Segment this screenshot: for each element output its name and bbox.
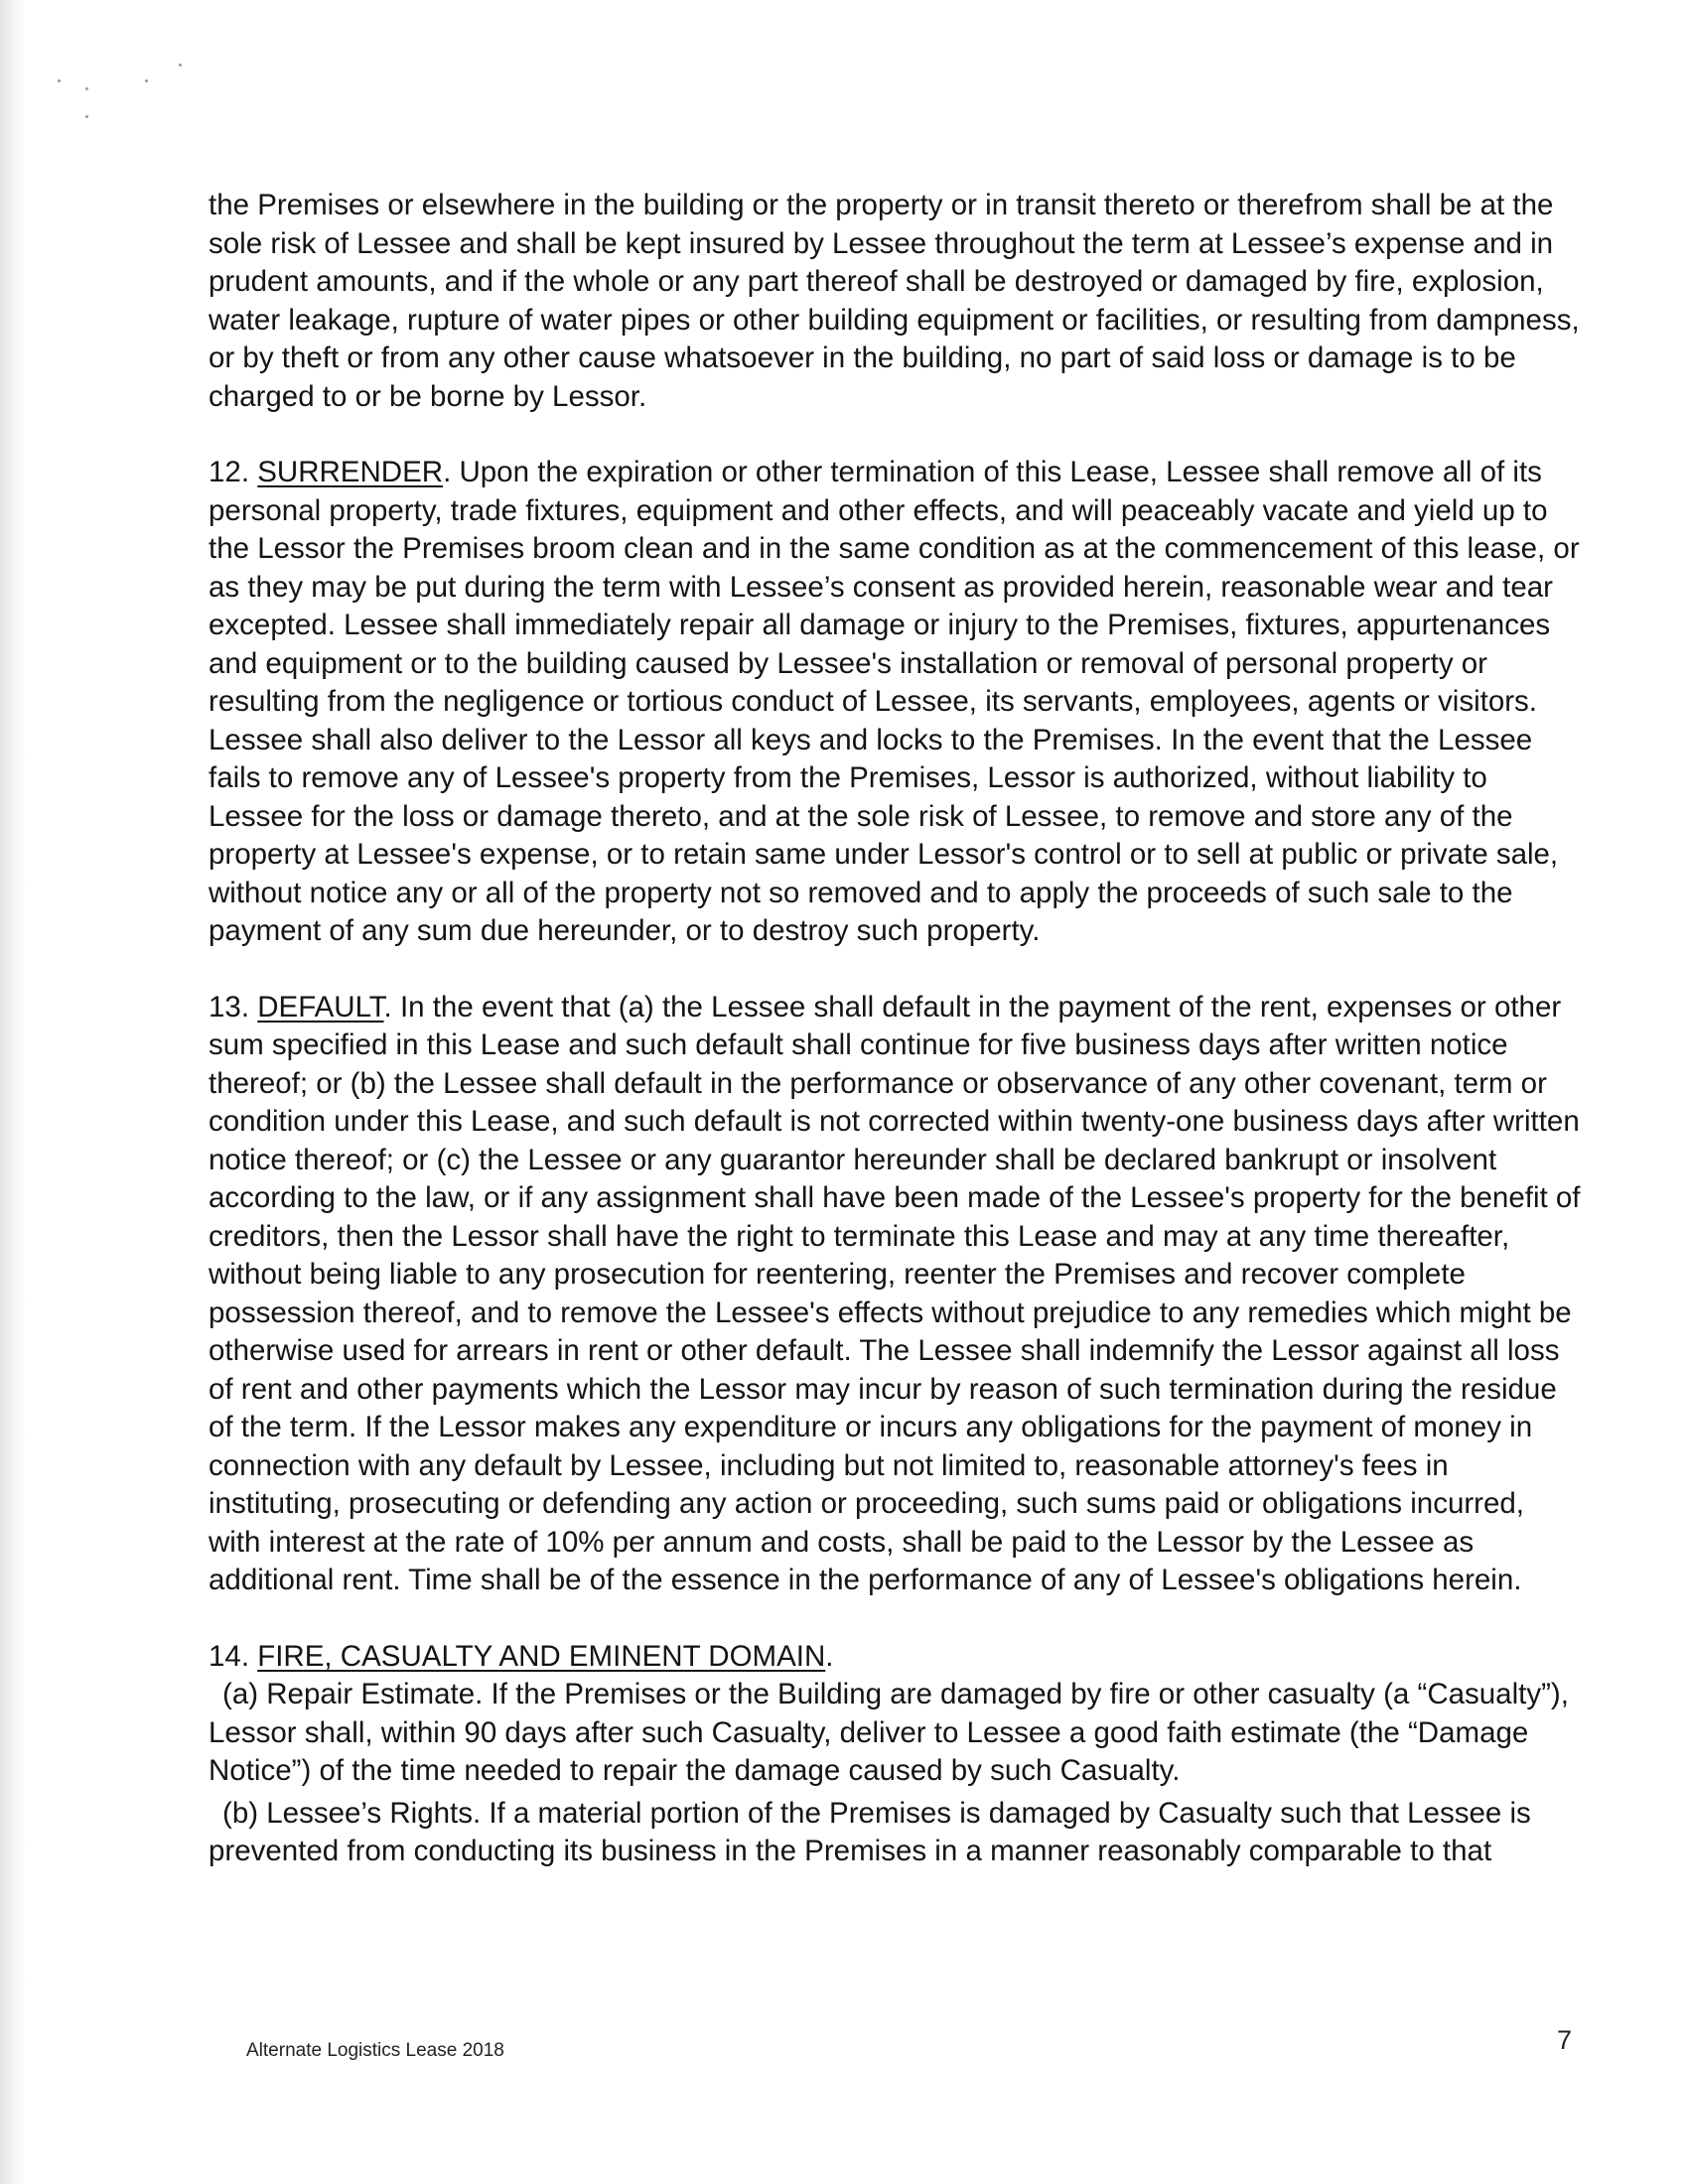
section-13-default [209,989,1581,1600]
section-12-surrender [209,454,1581,951]
scan-edge [0,0,26,2184]
section-number: 12. [209,456,250,488]
footer-document-title: Alternate Logistics Lease 2018 [246,2040,504,2061]
scan-speck [58,79,61,82]
subsection-a-repair-estimate: (a) Repair Estimate. If the Premises or the Building are damaged by fire or other casualty (a “Casualty”), Lessor shall, within 90 days after such Casualty, deliver to Lessee a good faith estimate (the “Damage Notice”) of the time needed to repair the damage caused by such Casualty. [209,1678,1569,1787]
section-title: SURRENDER [257,456,444,488]
section-number: 14. [209,1639,250,1673]
scan-speck [85,115,88,118]
continuation-paragraph: the Premises or elsewhere in the building or the property or in transit thereto or therefrom shall be at the sole risk of Lessee and shall be kept insured by Lessee throughout the term at Lessee’s expense and in prudent amounts, and if the whole or any part thereof shall be destroyed or damaged by fire, explosion, water leakage, rupture of water pipes or other building equipment or facilities, or resulting from dampness, or by theft or from any other cause whatsoever in the building, no part of said loss or damage is to be charged to or be borne by Lessor. [209,189,1580,413]
section-title: DEFAULT [257,990,384,1024]
scan-speck [179,64,182,67]
scan-speck [85,87,88,90]
section-body: . Upon the expiration or other termination of this Lease, Lessee shall remove all of its personal property, trade fixtures, equipment and other effects, and will peaceably vacate and yield up to the Lessor the Premises broom clean and in the same condition as at the commencement of this lease, or as they may be put during the term with Lessee’s consent as provided herein, reasonable wear and tear excepted. Lessee shall immediately repair all damage or injury to the Premises, fixtures, appurtenances and equipment or to the building caused by Lessee's installation or removal of personal property or resulting from the negligence or tortious conduct of Lessee, its servants, employees, agents or visitors. Lessee shall also deliver to the Lessor all keys and locks to the Premises. In the event that the Lessee fails to remove any of Lessee's property from the Premises, Lessor is authorized, without liability to Lessee for the loss or damage thereto, and at the sole risk of Lessee, to remove and store any of the property at Lessee's expense, or to retain same under Lessor's control or to sell at public or private sale, without notice any or all of the property not so removed and to apply the proceeds of such sale to the payment of any sum due hereunder, or to destroy such property. [209,456,1580,947]
section-14-fire-casualty [209,1638,1581,1871]
subsection-b-lessee-rights: (b) Lessee’s Rights. If a material portion of the Premises is damaged by Casualty such that Lessee is prevented from conducting its business in the Premises in a manner reasonably comparable to that [209,1796,1531,1867]
section-title: FIRE, CASUALTY AND EMINENT DOMAIN [257,1639,826,1673]
section-number: 13. [209,990,250,1024]
section-heading [209,1638,1581,1677]
page-number: 7 [1557,2025,1573,2055]
section-title-period: . [825,1639,834,1673]
document-body [209,187,1581,1875]
scan-speck [145,79,148,82]
section-body: . In the event that (a) the Lessee shall default in the payment of the rent, expenses or other sum specified in this Lease and such default shall continue for five business days after written notice thereof; or (b) the Lessee shall default in the performance or observance of any other covenant, term or condition under this Lease, and such default is not corrected within twenty-one business days after written notice thereof; or (c) the Lessee or any guarantor hereunder shall be declared bankrupt or insolvent according to the law, or if any assignment shall have been made of the Lessee's property for the benefit of creditors, then the Lessor shall have the right to terminate this Lease and may at any time thereafter, without being liable to any prosecution for reentering, reenter the Premises and recover complete possession thereof, and to remove the Lessee's effects without prejudice to any remedies which might be otherwise used for arrears in rent or other default. The Lessee shall indemnify the Lessor against all loss of rent and other payments which the Lessor may incur by reason of such termination during the residue of the term. If the Lessor makes any expenditure or incurs any obligations for the payment of money in connection with any default by Lessee, including but not limited to, reasonable attorney's fees in instituting, prosecuting or defending any action or proceeding, such sums paid or obligations incurred, with interest at the rate of 10% per annum and costs, shall be paid to the Lessor by the Lessee as additional rent. Time shall be of the essence in the performance of any of Lessee's obligations herein. [209,990,1581,1596]
